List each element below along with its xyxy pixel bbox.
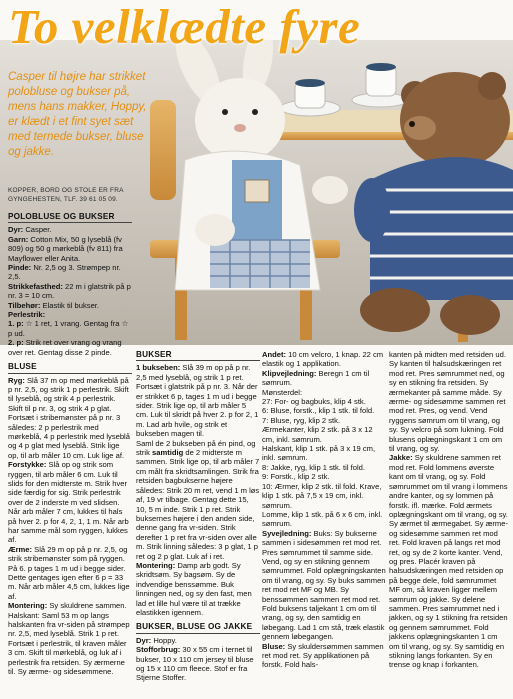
label: Stofforbrug:: [136, 645, 181, 655]
intro-text: Casper til højre har strikket polobluse og bukser på, mens hans makker, Hoppy, er klædt i et fint syet sæt med ternede bukser, bluse og jakke.: [8, 71, 147, 158]
label: Bluse:: [262, 641, 286, 651]
label: Pinde:: [8, 263, 32, 273]
paragraph-p2: [8, 338, 132, 357]
column-1: [8, 212, 132, 677]
label: Syvejledning:: [262, 528, 312, 538]
paragraph-montering: [8, 601, 132, 676]
section-heading: POLOBLUSE OG BUKSER: [8, 212, 132, 223]
paragraph-forstykke: [8, 460, 132, 545]
paragraph-klip: [262, 369, 386, 388]
pattern-line: Ærmekanter, klip 2 stk. på 3 x 12 cm, inkl. sømrum.: [262, 425, 373, 444]
section-heading: BUKSER: [136, 350, 260, 361]
pattern-line: 7: Bluse, ryg, klip 2 stk.: [262, 415, 341, 425]
label: samtidig: [152, 448, 184, 458]
pattern-heading: Mønsterdel:: [262, 387, 303, 397]
section-heading: BLUSE: [8, 362, 132, 373]
paragraph-syvejledning: [262, 529, 386, 642]
text: Nr. 2,5 og 3. Strømpep nr. 2,5.: [8, 263, 121, 282]
paragraph-tilbehor: [8, 301, 132, 310]
text: Slå 37 m op med mørkeblå på p nr. 2,5, og strik 1 p perlestrik. Skift til lyseblå, og strik 4 p perlestrik. Skift til p nr. 3, og strik 4 p glat. Fortsæt i stribemønster på p nr. 3 således: 2 p perlestrik med mørkeblå, 4 p perlestrik med lyseblå og 4 p glat med lyseblå. Strik lige op, til arb måler 10 cm. Luk lige af.: [8, 375, 130, 460]
label: 1. p:: [8, 319, 24, 329]
label: Ryg:: [8, 375, 25, 385]
section-heading: BUKSER, BLUSE OG JAKKE: [136, 622, 260, 633]
column-2: [136, 350, 260, 683]
pattern-line: 9: Forstk., klip 2 stk.: [262, 472, 330, 482]
label: 2. p:: [8, 338, 24, 348]
text: Slå op og strik som ryggen, til arb måler 6 cm. Luk til slids for den midterste m. Strik hver side færdig for sig. Strik perlestrik over de 2 inderste m ved slidsen. Når arb måler 7 cm, lukkes til hals på hver 2. p for 4, 2, 1, 1 m. Når arb har samme mål som ryggen, lukkes af.: [8, 460, 129, 545]
paragraph-perlestrik: [8, 310, 132, 319]
text: Buks: Sy bukserne sammen i sidesømmen ret mod ret. Pres sømrummet til samme side. Vend, og sy en stikning gennem sømrummet. Fold oplægningskanten om til vrang, og sy. Sy buks sammen ret mod ret MF og MB. Sy benssømmen sammen ret mod ret. Fold buksens taljekant 1 cm om til vrang, og sy, den samtidig en løbegang. Lad 1 cm stå, træk elastik gennem løbegangen.: [262, 528, 386, 642]
paragraph-ryg: [8, 376, 132, 461]
column-4: [389, 350, 509, 670]
text: Slå 39 m op på p nr. 2,5 med lyseblå, og strik 1 p ret. Fortsæt i glatstrik på p nr. 3. Når der er strikket 6 p, tages 1 m ud i begge sider. Strik lige op, til arb måler 5 cm. Luk til skridt på hver 2. p for 2, 1 m. Lad arb hvile, og strik et bukseben magen til.: [136, 363, 259, 439]
label: Dyr:: [8, 225, 24, 235]
label: 1 bukseben:: [136, 363, 181, 373]
paragraph-stofforbrug: [136, 645, 260, 683]
column-3: [262, 350, 386, 670]
paragraph-dyr: [8, 225, 132, 234]
text: Saml de 2 bukseben på én pind, og strik: [136, 438, 256, 458]
photo-credit: KOPPER, BORD OG STOLE ER FRA GYNGEHESTEN, TLF. 39 61 05 09.: [8, 187, 124, 203]
text: 30 x 55 cm i ternet til bukser, 10 x 110 cm jersey til bluse og 15 x 110 cm fleece. Stof er fra Stjerne Stoffer.: [136, 645, 254, 683]
text: Hoppy.: [151, 635, 177, 645]
paragraph-garn: [8, 235, 132, 263]
label: Strikkefasthed:: [8, 281, 63, 291]
pattern-line: Lomme, klip 1 stk. på 6 x 6 cm, inkl. sømrum.: [262, 509, 383, 529]
paragraph-bluse: [262, 642, 386, 670]
label: Montering:: [8, 601, 48, 611]
text: Casper.: [23, 225, 52, 235]
label: Perlestrik:: [8, 310, 46, 320]
paragraph-jakke: [389, 453, 509, 669]
paragraph-p1: [8, 319, 132, 338]
pattern-line: 6: Bluse, forstk., klip 1 stk. til fold.: [262, 406, 375, 416]
paragraph-samtidig: [136, 439, 260, 561]
label: Ærme:: [8, 544, 33, 554]
label: Forstykke:: [8, 460, 47, 470]
pattern-line: 27: For- og bagbuks, klip 4 stk.: [262, 397, 366, 407]
paragraph-dyr: [136, 636, 260, 645]
text: Beregn 1 cm til sømrum.: [262, 368, 370, 388]
paragraph-bukseben: [136, 363, 260, 438]
pattern-line: Halskant, klip 1 stk. på 3 x 19 cm, inkl. sømrum.: [262, 444, 376, 463]
text: Strik ret over vrang og vrang over ret. Gentag disse 2 pinde.: [8, 338, 122, 357]
article-title: To velklædte fyre: [8, 0, 361, 54]
pattern-line: 8: Jakke, ryg, klip 1 stk. til fold.: [262, 462, 365, 472]
text: Elastik til bukser.: [40, 300, 100, 310]
label: Andet:: [262, 350, 287, 359]
paragraph-continued: kanten på midten med retsiden ud. Sy kanten til halsudskæringen ret mod ret. Pres sømrummet ned, og sy en stikning fra retsiden. Sy ærmekanter på samme måde. Sy ærme- og sidesømme sammen ret mod ret. Pres, og vend. Vend ryggens sømrum om til vrang, og sy. Sy velcro på som lukning. Fold blusens oplægningskant 1 cm om til vrang, og sy.: [389, 350, 506, 454]
label: Tilbehør:: [8, 300, 41, 310]
paragraph-andet: [262, 350, 386, 369]
paragraph-aermer: [8, 545, 132, 601]
text: de 2 midterste m sammen. Strik lige op, til arb måler 7 cm målt fra skridtsamlingen. Strik fra retsiden bagbukserne højere således: Strik 20 m ret, vend 1 m løs af, 19 vr tilbage. Gentag dette 15, 10, 5 m inde. Strik 1 p ret. Strik buksernes højere i den anden side, denne gang fra vr-siden. Strik derefter 1 p ret fra vr-siden over alle m. Strik linning således: 3 p glat, 1 p ret og 2 p glat. Luk af i ret.: [136, 448, 260, 561]
paragraph-montering: [136, 561, 260, 617]
paragraph-pinde: [8, 263, 132, 282]
text: Damp arb godt. Sy skridtsøm. Sy bagsøm. Sy de indvendige benssømme. Buk linningen ned, og sy den fast, men lad et lille hul være til at trække elastikken igennem.: [136, 560, 252, 617]
text: Sy skuldersømmen sammen ret mod ret. Sy applikationen på forstk. Fold hals-: [262, 641, 384, 670]
label: Jakke:: [389, 453, 413, 463]
label: Montering:: [136, 560, 176, 570]
label: Klipvejledning:: [262, 368, 317, 378]
text: 22 m i glatstrik på p nr. 3 = 10 cm.: [8, 281, 131, 301]
text: Cotton Mix, 50 g lyseblå (fv 809) og 50 g mørkeblå (fv 811) fra Mayflower eller Anita.: [8, 234, 123, 263]
text: 10 cm velcro, 1 knap. 22 cm elastik og 1 applikation.: [262, 350, 384, 369]
text: Sy skuldrene sammen ret mod ret. Fold lommens øverste kant om til vrang, og sy. Fold sømrummet om til vrang i lommens andre kanter, og sy lommen på forstk. ifl. mærke. Fold ærmets oplægningskant om til vrang, og sy. Sy ærmet til ærmegabet. Sy ærme- og sidesømme sammen ret mod ret. Fold kraven på langs ret mod ret, og sy de 2 korte kanter. Vend, og pres. Placér kraven på halsudskæringen med retsiden op på begge dele, fold sømrummet MF om, så kraven ligger mellem sømrum og jakke. Sy delene sammen. Pres sømrummet ned i jakken, og sy 1 stikning fra retsiden og gennem sømrummet. Fold jakkens oplægningskanten 1 cm om til vrang, og sy. Sy samtidig en stikning langs forkanten. Sy en trense og knap i forkanten.: [389, 453, 508, 670]
paragraph-fasthed: [8, 282, 132, 301]
pattern-line: 10: Ærmer, klip 2 stk. til fold. Krave, klip 1 stk. på 7,5 x 19 cm, inkl. sømrum.: [262, 481, 382, 510]
text: Sy skuldrene sammen. Halskant: Saml 53 m op langs halskanten fra vr-siden på strømpep nr. 2,5, med lyseblå. Strik 1 p ret. Fortsæt i perlestrik, til kraven måler 3 cm. Skift til mørkeblå, og luk af i perlestrik fra retsiden. Sy ærmerne til. Sy ærme- og sidesømmene.: [8, 601, 130, 677]
label: Dyr:: [136, 635, 152, 645]
text: ☆ 1 ret, 1 vrang. Gentag fra ☆ p ud.: [8, 319, 129, 338]
text: Slå 29 m op på p nr. 2,5, og strik stribemønster som på ryggen. På 6. p tages 1 m ud i begge sider. Dette gentages igen efter 6 p = 33 m. Når arb måler 4,5 cm, lukkes lige af.: [8, 544, 130, 601]
label: Garn:: [8, 234, 29, 244]
